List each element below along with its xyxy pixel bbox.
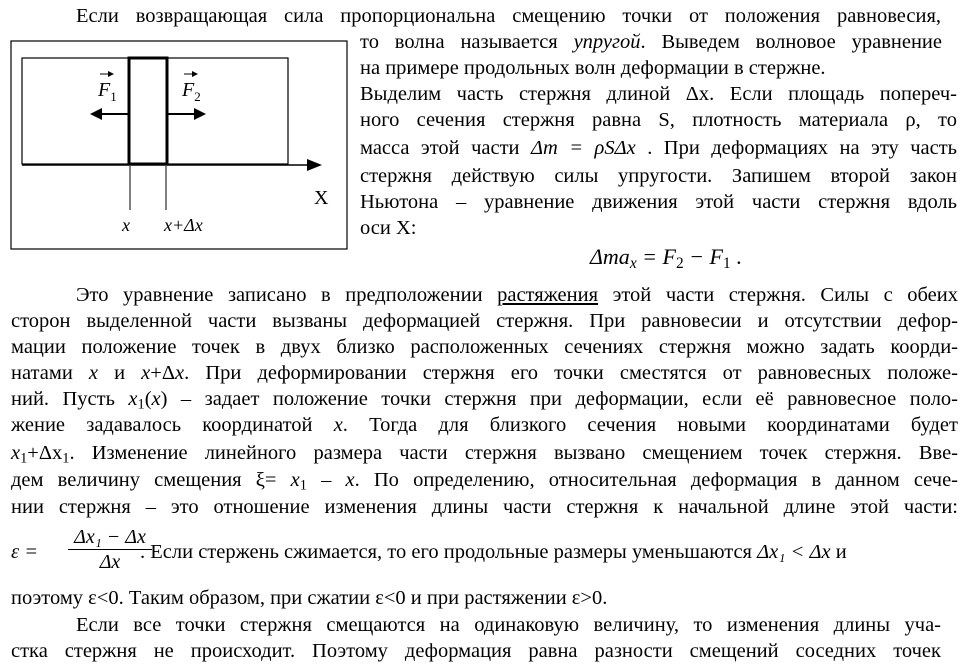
text-line: поэтому ε<0. Таким образом, при сжатии ε<0 и при растяжении ε>0. <box>11 587 608 609</box>
strain-lhs: ε = <box>11 541 39 563</box>
tick-label-x: x <box>122 215 130 235</box>
text-line: стержня действую силы упругости. Запишем второй закон <box>360 165 957 187</box>
text-line: Это уравнение записано в предположении растяжения этой части стержня. Силы с обеих <box>76 284 958 306</box>
text-line: оси X: <box>360 217 417 239</box>
force-label-f1: $F_1$ <box>98 79 117 104</box>
fraction-numerator: Δx₁ − Δx <box>68 525 152 550</box>
text-line: ний. Пусть $x_1(x)$ – задает положение точки стержня при деформации, если её равновесное поло- <box>11 388 958 413</box>
text-line: $x_1+\Delta x_1$. Изменение линейного размера части стержня вызвано смещением точек стержня. Вве- <box>11 442 958 467</box>
newton-equation: $\Delta ma_x = F_2 - F_1$ . <box>590 244 742 272</box>
text-line: масса этой части Δm = ρSΔx . При деформациях на эту часть <box>360 137 958 159</box>
mass-formula: Δm = ρSΔx <box>530 137 636 159</box>
x-axis-arrowhead <box>307 159 322 171</box>
arrow-f2-head <box>194 108 206 120</box>
text-line: ного сечения стержня равна S, плотность материала ρ, то <box>360 109 957 131</box>
text-line: натами x и x+Δx. При деформировании стержня его точки сместятся от равновесных положе- <box>11 362 958 384</box>
text-line: то волна называется упругой. Выведем волновое уравнение <box>360 31 942 53</box>
text-line: дем величину смещения $\xi= x_1 - x$. По определению, относительная деформация в данном сече- <box>11 469 958 494</box>
axis-label-x: X <box>314 187 329 209</box>
arrow-f1-head <box>90 108 102 120</box>
text-line: мации положение точек в двух близко расположенных сечениях стержня можно задать коорди- <box>11 336 958 358</box>
fraction-denominator: Δx <box>99 551 121 573</box>
text-line: Ньютона – уравнение движения этой части стержня вдоль <box>360 191 957 213</box>
text-line: нии стержня – это отношение изменения длины части стержня к начальной длине этой части: <box>11 496 958 518</box>
text-line: на примере продольных волн деформации в стержне. <box>360 57 826 79</box>
rod-diagram <box>10 40 348 250</box>
text-line: . Если стержень сжимается, то его продольные размеры уменьшаются Δx₁ < Δx и <box>140 541 847 563</box>
vector-bar-f1-head <box>108 71 114 77</box>
text-line: сторон выделенной части вызваны деформацией стержня. При равновесии и отсутствии дефор- <box>11 310 958 332</box>
text-line: стка стержня не происходит. Поэтому деформация равна разности смещений соседних точек <box>11 640 941 662</box>
rod-element <box>129 58 167 164</box>
text-line: жение задавалось координатой x. Тогда для близкого сечения новыми координатами будет <box>11 414 958 436</box>
text-line: Если возвращающая сила пропорциональна смещению точки от положения равновесия, <box>76 5 941 27</box>
force-label-f2: $F_2$ <box>182 79 201 104</box>
tick-label-x-dx: x+Δx <box>164 215 203 235</box>
vector-bar-f2-head <box>192 71 198 77</box>
text-line: Выделим часть стержня длиной Δx. Если площадь попереч- <box>360 83 957 105</box>
text-line: Если все точки стержня смещаются на одинаковую величину, то изменения длины уча- <box>76 614 941 636</box>
